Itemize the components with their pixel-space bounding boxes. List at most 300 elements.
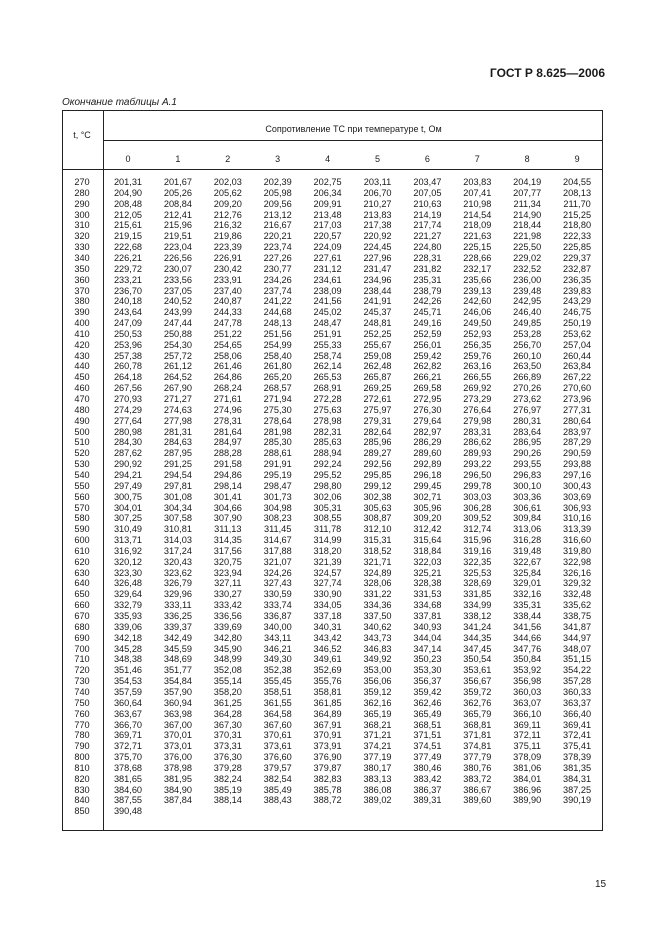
resistance-cell: 238,79: [413, 285, 442, 296]
resistance-cell: 371,51: [413, 730, 442, 741]
resistance-cell: 271,94: [263, 394, 292, 404]
resistance-cell: 259,42: [413, 350, 442, 361]
temperature-cell: 490: [74, 415, 90, 426]
resistance-cell: 256,01: [413, 339, 442, 350]
column-header: 3: [275, 154, 281, 164]
temperature-cell: 510: [74, 437, 90, 448]
temperature-cell: 300: [74, 209, 90, 220]
resistance-cell: 229,02: [513, 252, 542, 263]
resistance-table: [62, 110, 603, 831]
resistance-cell: 357,59: [113, 686, 143, 697]
resistance-cell: 302,71: [413, 491, 442, 502]
resistance-cell: 373,61: [263, 741, 292, 752]
resistance-cell: 316,92: [113, 545, 143, 556]
resistance-cell: 307,90: [213, 513, 242, 524]
resistance-cell: 319,16: [463, 545, 492, 556]
resistance-cell: 256,35: [463, 339, 492, 350]
resistance-cell: 280,64: [563, 415, 592, 426]
resistance-cell: 241,91: [363, 296, 392, 307]
resistance-cell: 211,34: [513, 198, 541, 209]
resistance-cell: 309,20: [413, 513, 442, 524]
resistance-cell: 365,19: [363, 708, 392, 719]
resistance-cell: 286,29: [413, 437, 442, 448]
resistance-cell: 338,75: [563, 611, 592, 621]
resistance-cell: 370,91: [313, 730, 342, 741]
resistance-cell: 312,74: [463, 524, 492, 535]
resistance-cell: 287,95: [163, 448, 192, 459]
resistance-cell: 363,37: [563, 697, 592, 708]
resistance-cell: 276,64: [463, 404, 492, 415]
resistance-cell: 384,60: [113, 784, 143, 795]
temperature-cell: 700: [74, 643, 90, 654]
resistance-cell: 215,25: [563, 209, 592, 220]
resistance-cell: 300,10: [513, 480, 542, 491]
resistance-cell: 381,35: [563, 762, 592, 773]
resistance-cell: 384,01: [513, 773, 542, 784]
resistance-cell: 328,06: [363, 578, 392, 589]
resistance-cell: 369,41: [563, 719, 592, 730]
resistance-cell: 291,91: [263, 459, 292, 470]
resistance-cell: 218,44: [513, 220, 542, 231]
resistance-cell: 318,20: [313, 545, 342, 556]
resistance-cell: 349,30: [263, 654, 292, 665]
resistance-cell: 376,60: [263, 752, 292, 763]
resistance-cell: 273,96: [563, 394, 592, 404]
resistance-cell: 368,21: [363, 719, 392, 730]
resistance-cell: 303,69: [563, 491, 592, 502]
resistance-cell: 319,48: [513, 545, 542, 556]
resistance-cell: 202,39: [263, 177, 292, 187]
resistance-cell: 344,66: [513, 632, 542, 643]
resistance-cell: 257,72: [163, 350, 192, 361]
resistance-cell: 379,87: [313, 762, 342, 773]
resistance-cell: 241,56: [313, 296, 342, 307]
resistance-cell: 367,91: [313, 719, 342, 730]
resistance-cell: 336,25: [163, 611, 192, 621]
resistance-cell: 304,34: [163, 502, 192, 513]
resistance-cell: 216,32: [213, 220, 242, 231]
resistance-cell: 275,63: [313, 404, 342, 415]
temperature-cell: 720: [74, 665, 90, 676]
resistance-cell: 221,98: [513, 231, 542, 242]
resistance-cell: 308,23: [263, 513, 292, 524]
resistance-cell: 267,90: [163, 383, 192, 394]
resistance-cell: 295,19: [263, 469, 292, 480]
resistance-cell: 378,68: [113, 762, 143, 773]
resistance-cell: 285,30: [263, 437, 292, 448]
resistance-cell: 204,55: [563, 177, 592, 187]
resistance-cell: 347,14: [413, 643, 442, 654]
temperature-cell: 550: [74, 480, 90, 491]
resistance-cell: 296,50: [463, 469, 492, 480]
resistance-cell: 274,63: [163, 404, 192, 415]
resistance-cell: 278,98: [313, 415, 342, 426]
resistance-cell: 283,64: [513, 426, 542, 437]
resistance-cell: 257,04: [563, 339, 592, 350]
resistance-cell: 389,02: [363, 795, 392, 806]
resistance-cell: 337,50: [363, 611, 392, 621]
resistance-cell: 349,92: [363, 654, 392, 665]
resistance-cell: 298,80: [313, 480, 342, 491]
temperature-cell: 460: [74, 383, 90, 394]
resistance-cell: 283,97: [563, 426, 592, 437]
resistance-cell: 242,60: [463, 296, 492, 307]
resistance-cell: 208,13: [563, 187, 592, 198]
resistance-cell: 363,98: [163, 708, 192, 719]
resistance-cell: 239,48: [513, 285, 542, 296]
resistance-cell: 378,98: [163, 762, 192, 773]
resistance-cell: 265,87: [363, 372, 392, 383]
resistance-cell: 356,06: [363, 676, 392, 687]
resistance-cell: 300,43: [563, 480, 592, 491]
resistance-cell: 224,80: [413, 242, 442, 253]
resistance-cell: 290,59: [563, 448, 592, 459]
header-divider: [103, 140, 603, 141]
column-header: 2: [225, 154, 231, 164]
resistance-cell: 377,49: [413, 752, 442, 763]
resistance-cell: 202,75: [313, 177, 342, 187]
resistance-cell: 340,31: [313, 621, 342, 632]
temperature-cell: 400: [74, 318, 90, 329]
resistance-cell: 340,62: [363, 621, 392, 632]
resistance-cell: 255,67: [363, 339, 392, 350]
temperature-cell: 350: [74, 263, 90, 274]
resistance-cell: 366,10: [513, 708, 542, 719]
resistance-cell: 297,81: [163, 480, 192, 491]
page-number: 15: [595, 879, 607, 890]
resistance-cell: 336,56: [213, 611, 242, 621]
temperature-cell: 520: [74, 448, 90, 459]
resistance-cell: 341,24: [463, 621, 492, 632]
resistance-cell: 306,28: [463, 502, 492, 513]
resistance-cell: 292,24: [313, 459, 342, 470]
resistance-cell: 288,61: [263, 448, 292, 459]
resistance-cell: 236,35: [563, 274, 592, 285]
resistance-cell: 375,41: [563, 741, 592, 752]
resistance-cell: 323,30: [113, 567, 143, 578]
resistance-cell: 350,84: [513, 654, 542, 665]
resistance-cell: 225,15: [463, 242, 492, 253]
resistance-cell: 379,57: [263, 762, 292, 773]
temperature-cell: 570: [74, 502, 90, 513]
resistance-cell: 281,98: [263, 426, 292, 437]
resistance-cell: 254,65: [213, 339, 242, 350]
temperature-cell: 410: [74, 328, 90, 339]
resistance-cell: 381,06: [513, 762, 542, 773]
resistance-cell: 333,74: [263, 600, 292, 611]
resistance-cell: 328,69: [463, 578, 492, 589]
resistance-cell: 382,54: [263, 773, 292, 784]
resistance-cell: 205,98: [263, 187, 292, 198]
resistance-cell: 285,63: [313, 437, 342, 448]
column-header: 9: [574, 154, 580, 164]
resistance-cell: 232,87: [563, 263, 592, 274]
resistance-cell: 227,61: [313, 252, 342, 263]
resistance-cell: 246,75: [563, 307, 592, 318]
resistance-cell: 298,14: [213, 480, 242, 491]
resistance-cell: 324,89: [363, 567, 392, 578]
resistance-cell: 243,99: [163, 307, 192, 318]
resistance-cell: 326,16: [563, 567, 592, 578]
resistance-cell: 374,51: [413, 741, 442, 752]
resistance-cell: 250,19: [563, 318, 592, 329]
resistance-cell: 276,30: [413, 404, 442, 415]
resistance-cell: 377,19: [363, 752, 392, 763]
temperature-cell: 740: [74, 686, 90, 697]
resistance-cell: 354,53: [113, 676, 143, 687]
resistance-cell: 212,41: [163, 209, 192, 220]
resistance-span-header: Сопротивление ТС при температуре t, Ом: [265, 124, 442, 134]
resistance-cell: 347,76: [513, 643, 542, 654]
temperature-cell: 840: [74, 795, 90, 806]
resistance-cell: 346,21: [263, 643, 292, 654]
resistance-cell: 223,74: [263, 242, 292, 253]
resistance-cell: 249,85: [513, 318, 542, 329]
resistance-cell: 219,51: [163, 231, 192, 242]
resistance-cell: 288,28: [213, 448, 242, 459]
resistance-cell: 224,45: [363, 242, 392, 253]
temperature-cell: 820: [74, 773, 90, 784]
temperature-cell: 690: [74, 632, 90, 643]
resistance-cell: 212,05: [113, 209, 143, 220]
resistance-cell: 306,61: [513, 502, 542, 513]
resistance-cell: 244,33: [213, 307, 242, 318]
resistance-cell: 282,97: [413, 426, 442, 437]
resistance-cell: 215,61: [113, 220, 143, 231]
resistance-cell: 225,50: [513, 242, 542, 253]
resistance-cell: 264,86: [213, 372, 242, 383]
resistance-cell: 213,48: [313, 209, 342, 220]
resistance-cell: 311,13: [214, 524, 242, 535]
resistance-cell: 344,04: [413, 632, 442, 643]
temperature-cell: 540: [74, 469, 90, 480]
resistance-cell: 248,81: [363, 318, 392, 329]
resistance-cell: 354,22: [563, 665, 592, 676]
resistance-cell: 390,19: [563, 795, 592, 806]
temperature-cell: 480: [74, 404, 90, 415]
resistance-cell: 249,16: [413, 318, 442, 329]
resistance-cell: 335,62: [563, 600, 592, 611]
resistance-cell: 245,37: [363, 307, 392, 318]
resistance-cell: 355,14: [213, 676, 242, 687]
resistance-cell: 269,92: [463, 383, 492, 394]
resistance-cell: 296,18: [413, 469, 442, 480]
resistance-cell: 318,52: [363, 545, 392, 556]
resistance-cell: 260,10: [513, 350, 542, 361]
resistance-cell: 372,41: [563, 730, 592, 741]
resistance-cell: 329,01: [513, 578, 542, 589]
resistance-cell: 339,69: [213, 621, 242, 632]
resistance-cell: 311,78: [313, 524, 342, 535]
resistance-cell: 233,21: [113, 274, 143, 285]
resistance-cell: 315,31: [363, 535, 392, 546]
resistance-cell: 385,49: [263, 784, 292, 795]
resistance-cell: 337,81: [413, 611, 442, 621]
resistance-cell: 317,56: [213, 545, 242, 556]
resistance-cell: 383,13: [363, 773, 392, 784]
resistance-cell: 207,41: [463, 187, 492, 198]
resistance-cell: 246,06: [463, 307, 492, 318]
resistance-cell: 328,38: [413, 578, 442, 589]
resistance-cell: 239,83: [563, 285, 592, 296]
resistance-cell: 314,99: [313, 535, 342, 546]
resistance-cell: 272,28: [313, 394, 342, 404]
resistance-cell: 317,24: [163, 545, 192, 556]
resistance-cell: 298,47: [263, 480, 292, 491]
resistance-cell: 203,83: [463, 177, 492, 187]
resistance-cell: 293,88: [563, 459, 592, 470]
resistance-cell: 280,31: [513, 415, 542, 426]
resistance-cell: 284,63: [163, 437, 192, 448]
temperature-column-divider: [103, 110, 104, 831]
resistance-cell: 375,11: [513, 741, 541, 752]
resistance-cell: 370,61: [263, 730, 292, 741]
resistance-cell: 344,35: [463, 632, 492, 643]
resistance-cell: 315,96: [463, 535, 492, 546]
resistance-cell: 248,13: [263, 318, 292, 329]
resistance-cell: 290,26: [513, 448, 542, 459]
resistance-cell: 383,72: [463, 773, 492, 784]
resistance-cell: 327,74: [313, 578, 342, 589]
resistance-cell: 382,83: [313, 773, 342, 784]
resistance-cell: 360,94: [163, 697, 192, 708]
resistance-cell: 213,12: [263, 209, 292, 220]
resistance-cell: 252,25: [363, 328, 392, 339]
resistance-cell: 299,45: [413, 480, 442, 491]
resistance-cell: 350,54: [463, 654, 492, 665]
resistance-cell: 226,56: [163, 252, 192, 263]
resistance-cell: 284,97: [213, 437, 242, 448]
resistance-cell: 350,23: [413, 654, 442, 665]
resistance-cell: 351,15: [563, 654, 592, 665]
resistance-cell: 386,37: [413, 784, 442, 795]
temperature-cell: 830: [74, 784, 90, 795]
resistance-cell: 389,31: [413, 795, 442, 806]
temperature-cell: 620: [74, 556, 90, 567]
temperature-cell: 850: [74, 806, 90, 817]
resistance-cell: 305,63: [363, 502, 392, 513]
resistance-cell: 268,24: [213, 383, 242, 394]
temperature-cell: 330: [74, 242, 90, 253]
resistance-cell: 210,98: [463, 198, 492, 209]
resistance-cell: 253,62: [563, 328, 592, 339]
resistance-cell: 261,80: [263, 361, 292, 372]
resistance-cell: 311,45: [263, 524, 292, 535]
resistance-cell: 312,42: [413, 524, 442, 535]
column-header: 0: [125, 154, 131, 164]
resistance-cell: 225,85: [563, 242, 592, 253]
resistance-cell: 251,91: [313, 328, 342, 339]
temperature-cell: 710: [74, 654, 90, 665]
resistance-cell: 238,44: [363, 285, 392, 296]
temperature-cell: 390: [74, 307, 90, 318]
resistance-cell: 329,64: [113, 589, 143, 600]
resistance-cell: 376,90: [313, 752, 342, 763]
resistance-cell: 252,59: [413, 328, 442, 339]
resistance-cell: 304,66: [213, 502, 242, 513]
resistance-cell: 283,31: [463, 426, 492, 437]
resistance-cell: 307,25: [113, 513, 143, 524]
resistance-cell: 215,96: [163, 220, 192, 231]
resistance-cell: 353,00: [363, 665, 392, 676]
resistance-cell: 373,31: [213, 741, 242, 752]
resistance-cell: 302,38: [363, 491, 392, 502]
resistance-cell: 203,11: [363, 177, 392, 187]
temperature-cell: 560: [74, 491, 90, 502]
table-top-border: [62, 110, 603, 111]
resistance-cell: 241,22: [263, 296, 292, 307]
column-header: 8: [524, 154, 530, 164]
resistance-cell: 233,56: [163, 274, 192, 285]
resistance-cell: 219,86: [213, 231, 242, 242]
resistance-cell: 301,73: [263, 491, 292, 502]
resistance-cell: 244,68: [263, 307, 292, 318]
resistance-cell: 251,22: [213, 328, 242, 339]
resistance-cell: 224,09: [313, 242, 342, 253]
table-caption: Окончание таблицы А.1: [62, 97, 177, 108]
temperature-cell: 430: [74, 350, 90, 361]
resistance-cell: 282,64: [363, 426, 392, 437]
resistance-cell: 376,00: [163, 752, 192, 763]
resistance-cell: 272,95: [413, 394, 442, 404]
temperature-cell: 320: [74, 231, 90, 242]
resistance-cell: 325,84: [513, 567, 542, 578]
resistance-cell: 293,55: [513, 459, 542, 470]
resistance-cell: 294,54: [163, 469, 192, 480]
resistance-cell: 295,52: [313, 469, 342, 480]
resistance-cell: 362,76: [463, 697, 492, 708]
resistance-cell: 254,99: [263, 339, 292, 350]
resistance-cell: 220,21: [263, 231, 292, 242]
resistance-cell: 387,84: [163, 795, 192, 806]
resistance-cell: 343,42: [313, 632, 342, 643]
resistance-cell: 380,46: [413, 762, 442, 773]
resistance-cell: 377,79: [463, 752, 492, 763]
resistance-cell: 359,12: [363, 686, 392, 697]
resistance-cell: 274,29: [113, 404, 143, 415]
temperature-cell: 600: [74, 535, 90, 546]
resistance-cell: 291,25: [163, 459, 192, 470]
resistance-cell: 356,37: [413, 676, 442, 687]
resistance-cell: 230,07: [163, 263, 192, 274]
resistance-cell: 210,27: [363, 198, 392, 209]
resistance-cell: 235,31: [413, 274, 442, 285]
resistance-cell: 280,98: [113, 426, 143, 437]
resistance-cell: 240,52: [163, 296, 192, 307]
resistance-cell: 340,00: [263, 621, 292, 632]
resistance-cell: 372,11: [513, 730, 541, 741]
resistance-cell: 331,22: [363, 589, 392, 600]
resistance-cell: 335,31: [513, 600, 542, 611]
resistance-cell: 329,96: [163, 589, 192, 600]
resistance-cell: 360,03: [513, 686, 542, 697]
resistance-cell: 277,64: [113, 415, 143, 426]
resistance-cell: 331,53: [413, 589, 442, 600]
resistance-cell: 360,64: [113, 697, 143, 708]
resistance-cell: 239,13: [463, 285, 492, 296]
column-header: 5: [374, 154, 380, 164]
resistance-cell: 242,95: [513, 296, 542, 307]
resistance-cell: 364,28: [213, 708, 242, 719]
resistance-cell: 310,49: [113, 524, 143, 535]
resistance-cell: 296,83: [513, 469, 542, 480]
resistance-cell: 359,42: [413, 686, 442, 697]
header-bottom-divider: [62, 169, 603, 170]
resistance-cell: 209,20: [213, 198, 242, 209]
resistance-cell: 278,64: [263, 415, 292, 426]
resistance-cell: 264,18: [113, 372, 143, 383]
resistance-cell: 356,98: [513, 676, 542, 687]
